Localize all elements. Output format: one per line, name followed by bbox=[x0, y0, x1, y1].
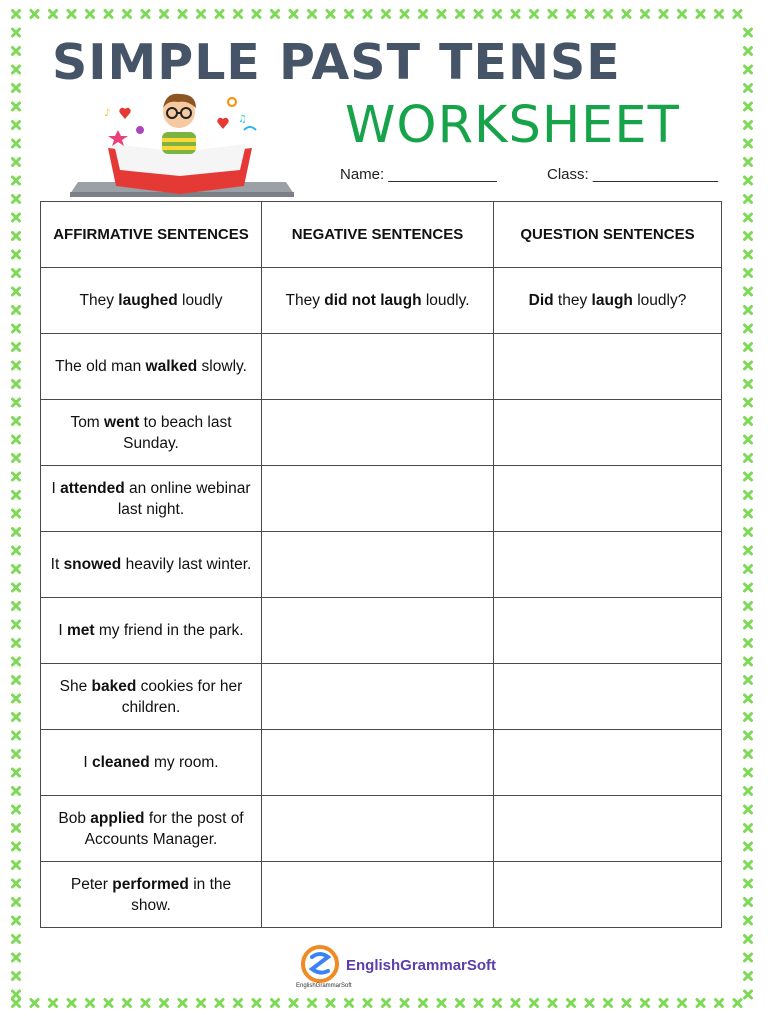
cell-negative[interactable] bbox=[262, 598, 494, 664]
cell-negative[interactable] bbox=[262, 334, 494, 400]
border-cross-mark bbox=[745, 732, 752, 739]
border-cross-mark bbox=[13, 880, 20, 887]
border-cross-mark bbox=[105, 11, 112, 18]
border-cross-mark bbox=[253, 1000, 260, 1007]
border-cross-mark bbox=[13, 714, 20, 721]
border-cross-mark bbox=[13, 270, 20, 277]
border-cross-mark bbox=[549, 11, 556, 18]
cell-negative[interactable] bbox=[262, 400, 494, 466]
border-cross-mark bbox=[697, 11, 704, 18]
verb-text: laughed bbox=[118, 292, 178, 309]
border-cross-mark bbox=[745, 769, 752, 776]
border-cross-mark bbox=[697, 1000, 704, 1007]
border-cross-mark bbox=[272, 1000, 279, 1007]
border-cross-mark bbox=[745, 362, 752, 369]
border-cross-mark bbox=[745, 177, 752, 184]
sentence-text: they bbox=[553, 292, 592, 309]
sentence-text: an online webinar last night. bbox=[117, 479, 251, 518]
border-cross-mark bbox=[745, 251, 752, 258]
border-cross-mark bbox=[475, 11, 482, 18]
border-cross-mark bbox=[549, 1000, 556, 1007]
border-cross-mark bbox=[660, 1000, 667, 1007]
cell-question[interactable] bbox=[494, 334, 722, 400]
table-row bbox=[41, 796, 722, 862]
border-cross-mark bbox=[13, 159, 20, 166]
sentence-text: I bbox=[51, 479, 61, 497]
verb-text: did not laugh bbox=[324, 292, 422, 309]
border-cross-mark bbox=[13, 529, 20, 536]
border-cross-mark bbox=[13, 954, 20, 961]
svg-text:♪: ♪ bbox=[104, 108, 111, 119]
border-cross-mark bbox=[745, 547, 752, 554]
border-cross-mark bbox=[13, 381, 20, 388]
verb-text: laugh bbox=[591, 292, 633, 309]
border-cross-mark bbox=[290, 1000, 297, 1007]
border-cross-mark bbox=[745, 159, 752, 166]
border-cross-mark bbox=[660, 11, 667, 18]
cell-affirmative bbox=[41, 268, 262, 334]
border-cross-mark bbox=[216, 11, 223, 18]
border-cross-mark bbox=[13, 103, 20, 110]
cell-negative[interactable] bbox=[262, 862, 494, 928]
border-cross-mark bbox=[531, 1000, 538, 1007]
border-cross-mark bbox=[642, 11, 649, 18]
border-cross-mark bbox=[13, 621, 20, 628]
cell-question[interactable] bbox=[494, 730, 722, 796]
border-cross-mark bbox=[568, 11, 575, 18]
border-cross-mark bbox=[364, 1000, 371, 1007]
border-cross-mark bbox=[512, 11, 519, 18]
border-cross-mark bbox=[13, 899, 20, 906]
verb-text: applied bbox=[90, 809, 145, 827]
border-cross-mark bbox=[745, 806, 752, 813]
border-cross-mark bbox=[420, 1000, 427, 1007]
border-cross-mark bbox=[13, 233, 20, 240]
cell-negative[interactable] bbox=[262, 730, 494, 796]
border-cross-mark bbox=[745, 270, 752, 277]
cell-negative bbox=[262, 268, 494, 334]
border-cross-mark bbox=[745, 381, 752, 388]
border-cross-mark bbox=[13, 936, 20, 943]
border-cross-mark bbox=[745, 677, 752, 684]
border-cross-mark bbox=[457, 1000, 464, 1007]
border-cross-mark bbox=[623, 11, 630, 18]
border-cross-mark bbox=[13, 11, 20, 18]
border-cross-mark bbox=[13, 455, 20, 462]
sentence-text: slowly. bbox=[197, 358, 247, 375]
table-row bbox=[41, 268, 722, 334]
border-cross-mark bbox=[13, 510, 20, 517]
brand-small-text: EnglishGrammarSoft bbox=[296, 983, 352, 989]
cell-affirmative bbox=[41, 334, 262, 400]
border-cross-mark bbox=[179, 1000, 186, 1007]
border-cross-mark bbox=[745, 288, 752, 295]
cell-affirmative bbox=[41, 466, 262, 532]
border-cross-mark bbox=[13, 177, 20, 184]
sentence-text: heavily last winter. bbox=[121, 556, 252, 573]
border-cross-mark bbox=[745, 325, 752, 332]
border-cross-mark bbox=[13, 122, 20, 129]
border-cross-mark bbox=[253, 11, 260, 18]
border-cross-mark bbox=[745, 991, 752, 998]
border-cross-mark bbox=[272, 11, 279, 18]
border-cross-mark bbox=[745, 843, 752, 850]
sentence-text: She bbox=[59, 677, 92, 695]
border-cross-mark bbox=[235, 11, 242, 18]
boy-reading-book-icon bbox=[68, 86, 296, 198]
border-cross-mark bbox=[13, 640, 20, 647]
border-cross-mark bbox=[13, 991, 20, 998]
border-cross-mark bbox=[13, 825, 20, 832]
border-cross-mark bbox=[13, 399, 20, 406]
sentence-text: in the show. bbox=[131, 875, 232, 914]
border-cross-mark bbox=[13, 307, 20, 314]
border-cross-mark bbox=[235, 1000, 242, 1007]
cell-question[interactable] bbox=[494, 400, 722, 466]
border-cross-mark bbox=[105, 1000, 112, 1007]
border-cross-mark bbox=[13, 1000, 20, 1007]
border-cross-mark bbox=[745, 344, 752, 351]
border-cross-mark bbox=[745, 48, 752, 55]
border-cross-mark bbox=[745, 85, 752, 92]
englishgrammarsoft-logo-icon bbox=[298, 945, 344, 985]
border-cross-mark bbox=[745, 621, 752, 628]
border-cross-mark bbox=[457, 11, 464, 18]
cell-affirmative bbox=[41, 664, 262, 730]
cell-affirmative bbox=[41, 598, 262, 664]
border-cross-mark bbox=[745, 825, 752, 832]
border-cross-mark bbox=[745, 862, 752, 869]
sentence-text: to beach last Sunday. bbox=[123, 413, 232, 452]
border-cross-mark bbox=[68, 11, 75, 18]
border-cross-mark bbox=[309, 1000, 316, 1007]
verb-text: performed bbox=[112, 875, 189, 893]
sentence-text: I bbox=[58, 622, 67, 639]
border-cross-mark bbox=[716, 11, 723, 18]
border-cross-mark bbox=[745, 473, 752, 480]
class-field[interactable]: Class: _______________ bbox=[547, 166, 718, 183]
border-cross-mark bbox=[13, 843, 20, 850]
sentence-text: Bob bbox=[58, 809, 91, 827]
border-cross-mark bbox=[13, 325, 20, 332]
border-cross-mark bbox=[13, 695, 20, 702]
name-field[interactable]: Name: _____________ bbox=[340, 166, 497, 183]
sentence-text: Tom bbox=[70, 413, 105, 431]
border-cross-mark bbox=[346, 1000, 353, 1007]
border-cross-mark bbox=[745, 954, 752, 961]
table-row bbox=[41, 400, 722, 466]
border-cross-mark bbox=[13, 917, 20, 924]
cell-negative[interactable] bbox=[262, 532, 494, 598]
border-cross-mark bbox=[13, 973, 20, 980]
cell-question[interactable] bbox=[494, 598, 722, 664]
border-cross-mark bbox=[745, 399, 752, 406]
border-cross-mark bbox=[401, 1000, 408, 1007]
border-cross-mark bbox=[13, 140, 20, 147]
sentence-text: for the post of Accounts Manager. bbox=[84, 809, 244, 848]
border-cross-mark bbox=[13, 344, 20, 351]
border-cross-mark bbox=[745, 510, 752, 517]
border-cross-mark bbox=[198, 1000, 205, 1007]
border-cross-mark bbox=[745, 788, 752, 795]
border-cross-mark bbox=[745, 584, 752, 591]
border-cross-mark bbox=[364, 11, 371, 18]
border-cross-mark bbox=[13, 603, 20, 610]
cell-negative[interactable] bbox=[262, 466, 494, 532]
verb-text: met bbox=[67, 622, 95, 639]
cell-question[interactable] bbox=[494, 862, 722, 928]
svg-text:♫: ♫ bbox=[238, 114, 247, 125]
table-row bbox=[41, 532, 722, 598]
border-cross-mark bbox=[745, 714, 752, 721]
cell-question[interactable] bbox=[494, 664, 722, 730]
border-cross-mark bbox=[745, 936, 752, 943]
column-header-affirmative: AFFIRMATIVE SENTENCES bbox=[41, 202, 262, 268]
verb-text: Did bbox=[528, 292, 554, 309]
border-cross-mark bbox=[13, 677, 20, 684]
border-cross-mark bbox=[327, 11, 334, 18]
border-cross-mark bbox=[309, 11, 316, 18]
border-cross-mark bbox=[31, 1000, 38, 1007]
border-cross-mark bbox=[745, 214, 752, 221]
border-cross-mark bbox=[745, 695, 752, 702]
verb-text: walked bbox=[145, 358, 198, 375]
border-cross-mark bbox=[31, 11, 38, 18]
cell-negative[interactable] bbox=[262, 664, 494, 730]
border-cross-mark bbox=[290, 11, 297, 18]
verb-text: went bbox=[104, 413, 140, 431]
cell-affirmative bbox=[41, 400, 262, 466]
border-cross-mark bbox=[475, 1000, 482, 1007]
border-cross-mark bbox=[745, 658, 752, 665]
border-cross-mark bbox=[745, 436, 752, 443]
border-cross-mark bbox=[745, 140, 752, 147]
border-cross-mark bbox=[13, 566, 20, 573]
border-cross-mark bbox=[512, 1000, 519, 1007]
border-cross-mark bbox=[716, 1000, 723, 1007]
sentence-text: my friend in the park. bbox=[94, 622, 244, 639]
cell-affirmative bbox=[41, 532, 262, 598]
border-cross-mark bbox=[623, 1000, 630, 1007]
border-cross-mark bbox=[13, 492, 20, 499]
border-cross-mark bbox=[420, 11, 427, 18]
border-cross-mark bbox=[642, 1000, 649, 1007]
border-cross-mark bbox=[568, 1000, 575, 1007]
border-cross-mark bbox=[745, 566, 752, 573]
border-cross-mark bbox=[13, 251, 20, 258]
border-cross-mark bbox=[179, 11, 186, 18]
border-cross-mark bbox=[161, 11, 168, 18]
border-cross-mark bbox=[13, 788, 20, 795]
border-cross-mark bbox=[679, 11, 686, 18]
border-cross-mark bbox=[745, 640, 752, 647]
border-cross-mark bbox=[531, 11, 538, 18]
border-cross-mark bbox=[346, 11, 353, 18]
cell-question[interactable] bbox=[494, 466, 722, 532]
border-cross-mark bbox=[13, 418, 20, 425]
sentence-text: loudly. bbox=[421, 292, 470, 309]
sentence-text: It bbox=[50, 556, 64, 573]
border-cross-mark bbox=[13, 751, 20, 758]
cell-question[interactable] bbox=[494, 532, 722, 598]
border-cross-mark bbox=[586, 11, 593, 18]
border-cross-mark bbox=[13, 436, 20, 443]
border-cross-mark bbox=[745, 66, 752, 73]
sentence-text: The old man bbox=[55, 358, 146, 375]
border-cross-mark bbox=[745, 122, 752, 129]
border-cross-mark bbox=[87, 1000, 94, 1007]
border-cross-mark bbox=[216, 1000, 223, 1007]
border-cross-mark bbox=[586, 1000, 593, 1007]
border-cross-mark bbox=[745, 917, 752, 924]
column-header-question: QUESTION SENTENCES bbox=[494, 202, 722, 268]
border-cross-mark bbox=[745, 492, 752, 499]
cell-affirmative bbox=[41, 796, 262, 862]
table-row bbox=[41, 862, 722, 928]
border-cross-mark bbox=[13, 48, 20, 55]
border-cross-mark bbox=[13, 862, 20, 869]
table-row bbox=[41, 334, 722, 400]
border-cross-mark bbox=[13, 732, 20, 739]
border-cross-mark bbox=[745, 880, 752, 887]
page-title: SIMPLE PAST TENSE bbox=[52, 34, 621, 91]
border-cross-mark bbox=[124, 1000, 131, 1007]
border-cross-mark bbox=[438, 11, 445, 18]
border-cross-mark bbox=[745, 529, 752, 536]
border-cross-mark bbox=[327, 1000, 334, 1007]
verb-text: snowed bbox=[63, 556, 122, 573]
border-cross-mark bbox=[50, 11, 57, 18]
border-cross-mark bbox=[50, 1000, 57, 1007]
border-cross-mark bbox=[745, 307, 752, 314]
sentence-text: loudly bbox=[177, 292, 223, 309]
table-row bbox=[41, 664, 722, 730]
border-cross-mark bbox=[13, 658, 20, 665]
verb-text: cleaned bbox=[91, 754, 150, 771]
border-cross-mark bbox=[745, 455, 752, 462]
worksheet-table bbox=[40, 201, 722, 928]
border-cross-mark bbox=[87, 11, 94, 18]
border-cross-mark bbox=[745, 103, 752, 110]
border-cross-mark bbox=[383, 1000, 390, 1007]
column-header-negative: NEGATIVE SENTENCES bbox=[262, 202, 494, 268]
border-cross-mark bbox=[605, 11, 612, 18]
cell-negative[interactable] bbox=[262, 796, 494, 862]
border-cross-mark bbox=[745, 29, 752, 36]
sentence-text: I bbox=[83, 754, 92, 771]
page-subtitle: WORKSHEET bbox=[345, 96, 680, 155]
border-cross-mark bbox=[13, 806, 20, 813]
border-cross-mark bbox=[745, 603, 752, 610]
border-cross-mark bbox=[745, 751, 752, 758]
border-cross-mark bbox=[745, 233, 752, 240]
table-row bbox=[41, 598, 722, 664]
border-cross-mark bbox=[745, 973, 752, 980]
sentence-text: They bbox=[79, 292, 119, 309]
border-cross-mark bbox=[142, 11, 149, 18]
border-cross-mark bbox=[734, 11, 741, 18]
border-cross-mark bbox=[383, 11, 390, 18]
border-cross-mark bbox=[142, 1000, 149, 1007]
border-cross-mark bbox=[13, 214, 20, 221]
sentence-text: cookies for her children. bbox=[121, 677, 243, 716]
border-cross-mark bbox=[161, 1000, 168, 1007]
cell-affirmative bbox=[41, 862, 262, 928]
border-cross-mark bbox=[13, 288, 20, 295]
border-cross-mark bbox=[745, 196, 752, 203]
border-cross-mark bbox=[124, 11, 131, 18]
verb-text: attended bbox=[60, 479, 125, 497]
border-cross-mark bbox=[13, 547, 20, 554]
cell-affirmative bbox=[41, 730, 262, 796]
border-cross-mark bbox=[198, 11, 205, 18]
border-cross-mark bbox=[13, 29, 20, 36]
table-row bbox=[41, 730, 722, 796]
border-cross-mark bbox=[745, 899, 752, 906]
cell-question[interactable] bbox=[494, 796, 722, 862]
border-cross-mark bbox=[13, 769, 20, 776]
sentence-text: They bbox=[285, 292, 325, 309]
border-cross-mark bbox=[494, 1000, 501, 1007]
border-cross-mark bbox=[494, 11, 501, 18]
border-cross-mark bbox=[13, 473, 20, 480]
border-cross-mark bbox=[13, 66, 20, 73]
border-cross-mark bbox=[605, 1000, 612, 1007]
sentence-text: loudly? bbox=[632, 292, 687, 309]
brand-name: EnglishGrammarSoft bbox=[346, 957, 497, 974]
border-cross-mark bbox=[13, 584, 20, 591]
table-header-row bbox=[41, 202, 722, 268]
border-cross-mark bbox=[734, 1000, 741, 1007]
border-cross-mark bbox=[13, 362, 20, 369]
cell-question bbox=[494, 268, 722, 334]
border-cross-mark bbox=[679, 1000, 686, 1007]
table-row bbox=[41, 466, 722, 532]
verb-text: baked bbox=[91, 677, 137, 695]
sentence-text: my room. bbox=[149, 754, 219, 771]
border-cross-mark bbox=[401, 11, 408, 18]
sentence-text: Peter bbox=[70, 875, 113, 893]
border-cross-mark bbox=[13, 85, 20, 92]
border-cross-mark bbox=[13, 196, 20, 203]
border-cross-mark bbox=[438, 1000, 445, 1007]
border-cross-mark bbox=[745, 418, 752, 425]
border-cross-mark bbox=[68, 1000, 75, 1007]
